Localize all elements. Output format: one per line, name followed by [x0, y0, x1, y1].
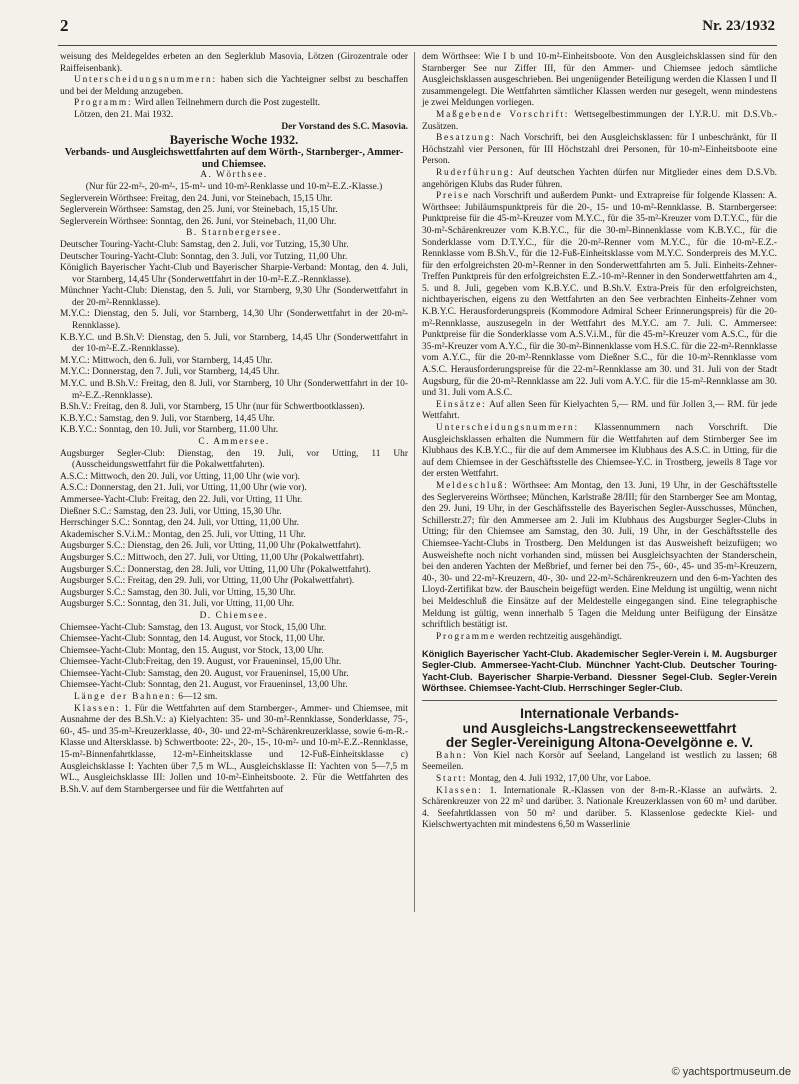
list-item: Chiemsee-Yacht-Club: Sonntag, den 21. August, vor Fraueninsel, 13,00 Uhr. — [60, 680, 348, 691]
list-item: Seglerverein Wörthsee: Freitag, den 24. Juni, vor Steinebach, 15,15 Uhr. — [60, 193, 333, 204]
paragraph: Meldeschluß: Wörthsee: Am Montag, den 13. Juni, 19 Uhr, in der Geschäftsstelle des Seglervereins Wörthsee; München, Karlstraße 28/III; für den Starnberger See am Montag, den 29. Juni, 19 Uhr, in der Geschäftsstelle des Bayerischen Segler-Ausschusses, München, Schillerstr.27; für den Ammersee am 2. Juli im Klubhaus des Augsburger Segler-Clubs in Utting; für den Chiemsee am Samstag, den 30. Juli, 19 Uhr, in der Geschäftsstelle des Chiemsee-Yacht-Clubs in Trostberg. Den Meldungen ist das Ausweisheft beizufügen; wo Ausweishefte noch nicht vorhanden sind, müssen bei Ausgleichsyachten der Standerschein, bei den anderen Yachten der Meßbrief, und ferner bei den 75-, 60-, 45- und 35-m²-Kreuzern, 40-, 30- und 22-m²-Kreuzern, 40-, 30- und 22-m²-Schärenkreuzern und den 6-m-Yachten des Lloyd-Zertifikat bzw. der Bauschein beigefügt werden. Eine Meldung ist ungültig, wenn nicht bei Meldeschluß die Einsätze auf der Meldestelle eingegangen sind. Eine telegraphische Meldung ist gültig, wenn innerhalb 5 Tagen die Meldung unter Beifügung der Einsätze schriftlich bestätigt ist. — [422, 480, 777, 631]
list-item: Herrschinger S.C.: Sonntag, den 24. Juli, vor Utting, 11,00 Uhr. — [60, 518, 299, 529]
list-d — [60, 623, 408, 693]
section-note: (Nur für 22-m²-, 20-m²-, 15-m²- und 10-m²-Renklasse und 10-m²-E.Z.-Klasse.) — [85, 181, 383, 192]
watermark: © yachtsportmuseum.de — [671, 1066, 791, 1078]
date-line: Lötzen, den 21. Mai 1932. — [74, 109, 174, 120]
list-item: Augsburger S.C.: Samstag, den 30. Juli, vor Utting, 15,30 Uhr. — [60, 587, 296, 598]
list-item: A.S.C.: Mittwoch, den 20. Juli, vor Utting, 11,00 Uhr (wie vor). — [60, 471, 301, 482]
header-rule — [58, 45, 777, 46]
section-heading: A. Wörthsee. — [200, 170, 268, 181]
issue-number: Nr. 23/1932 — [702, 18, 775, 34]
list-item: Königlich Bayerischer Yacht-Club und Bayerischer Sharpie-Verband: Montag, den 4. Juli, vor Starnberg, 14,45 Uhr (Sonderwettfahrt in der 10-m²-E.Z.-Rennklasse). — [60, 263, 408, 285]
list-item: M.Y.C. und B.Sh.V.: Freitag, den 8. Juli, vor Starnberg, 10 Uhr (Sonderwettfahrt in der 10-m²-E.Z.-Rennklasse). — [60, 379, 408, 401]
list-item: Dießner S.C.: Samstag, den 23. Juli, vor Utting, 15,30 Uhr. — [60, 506, 282, 517]
list-item: M.Y.C.: Mittwoch, den 6. Juli, vor Starnberg, 14,45 Uhr. — [60, 355, 273, 366]
list-item: Augsburger S.C.: Freitag, den 29. Juli, vor Utting, 11,00 Uhr (Pokalwettfahrt). — [60, 576, 355, 587]
paragraph: weisung des Meldegeldes erbeten an den Seglerklub Masovia, Lötzen (Girozentrale oder Raiffeisenbank). — [60, 52, 408, 74]
list-item: A.S.C.: Donnerstag, den 21. Juli, vor Utting, 11,00 Uhr (wie vor). — [60, 483, 307, 494]
left-column — [60, 52, 408, 796]
article-title: Internationale Verbands- — [520, 706, 679, 722]
paragraph: Klassen: 1. Für die Wettfahrten auf dem Starnberger-, Ammer- und Chiemsee, mit Ausnahme der des B.Sh.V.: a) Kielyachten: 35- und 30-m²-Rennklasse, Sonderklasse, 75-, 60-, 45- und 35-m²-Kreuzerklasse, 40-, 30- und 22-m²-Schärenkreuzerklasse, sowie 6-m-R.-Klasse und Altersklasse. b) Schwertboote: 22-, 20-, 15-, 10-m²- und 10-m²-E.Z.-Rennklasse, 15-m²-Binnenfahrtklasse, 12-m²-Einheitsklasse und 12-Fuß-Einheitsklasse c) Ausgleichsklasse I: Yachten über 7,5 m WL., Ausgleichsklasse II: Yachten von 5—7,5 m WL., Ausgleichsklasse III: Jollen und 10-m²-Einheitsboote. 2. Für die Wettfahrten des B.Sh.V. auf dem Starnbergersee und für die Wettfahrten auf — [60, 703, 408, 795]
paragraph: Preise nach Vorschrift und außerdem Punkt- und Extrapreise für folgende Klassen: A. Wörthsee: Jubiläumspunktpreis für die 20-, 15- und 10-m²-Rennklasse. B. Starnbergersee: Punktpreise für die 45-m²-Kreuzer vom M.Y.C., für die 35-m²-Kreuzer vom D.T.Y.C., für die 30-m²-Schärenkreuzer vom K.B.Y.C., für die 30-m²-Binnenklasse vom K.B.Y.C., für die Sonderklasse vom D.T.Y.C., für die 20-m²-Renner vom M.Y.C., für die 10-m²-E.Z.-Rennklasse vom B.Sh.V., für die 12-Fuß-Einheitsklasse vom M.Y.C. Sonderpreis des M.Y.C. für den erfolgreichsten 20-m²-Renner in den Sonderwettfahrten am 5. Juli. Einheits-Zehner-Treffen Punktpreis für den erfolgreichsten E.Z.-10-m²-Renner in den Sonderwettfahrten am 4., 5. und 8. Juli, gegeben vom K.B.Y.C. und B.Sh.V. Extra-Preis für den erfolgreichsten, nichtbayerischen, eigens zu den Wettfahrten an den See verbrachten Einheits-Zehner vom K.B.Y.C. Herausforderungspreis (Kommodore Admiral Scheer Erinnerungspreis) für die 20-m²-Rennklasse, auszusegeln in der Wettfahrt des M.Y.C. am 7. Juli. C. Ammersee: Punktpreise für die Sonderklasse vom A.S.V.i.M., für die 45-m²-Kreuzer vom A.S.C., für die 35-m²-Kreuzer vom A.Y.C., für die 30-m²-Binnenklasse vom H.S.C. für die 22-m²-Rennklasse vom A.Y.C., für die 20-m²-Rennklasse vom Dießner S.C., für die 10-m²-Rennklasse vom A.S.C. Herausforderungspreise für die 22-m²-Rennklasse am 30. und 31. Juli von der Stadt Augsburg, für die 20-m²-Rennklasse am 22. Juli vom A.Y.C. für die 15-m²-Rennklasse am 30. und 31. Juli vom A.S.C. — [422, 191, 777, 399]
section-divider — [422, 700, 777, 701]
article-title: und Ausgleichs-Langstreckenseewettfahrt — [462, 720, 737, 736]
list-item: Augsburger S.C.: Mittwoch, den 27. Juli, vor Utting, 11,00 Uhr (Pokalwettfahrt). — [60, 552, 365, 563]
list-item: Augsburger S.C.: Sonntag, den 31. Juli, vor Utting, 11,00 Uhr. — [60, 599, 295, 610]
list-item: Deutscher Touring-Yacht-Club: Samstag, den 2. Juli, vor Tutzing, 15,30 Uhr. — [60, 239, 349, 250]
list-item: Augsburger S.C.: Donnerstag, den 28. Juli, vor Utting, 11,00 Uhr (Pokalwettfahrt). — [60, 564, 371, 575]
club-list: Königlich Bayerischer Yacht-Club. Akademischer Segler-Verein i. M. Augsburger Segler-Club. Ammersee-Yacht-Club. Münchner Yacht-Club. Deutscher Touring-Yacht-Club. Bayerischer Sharpie-Verband. Diessner Segel-Club. Segler-Verein Wörthsee. Chiemsee-Yacht-Club. Herrschinger Segler-Club. — [422, 649, 777, 693]
list-item: Seglerverein Wörthsee: Sonntag, den 26. Juni, vor Steinebach, 11,00 Uhr. — [60, 216, 337, 227]
paragraph: Bahn: Von Kiel nach Korsör auf Seeland, Langeland ist westlich zu lassen; 68 Seemeilen. — [422, 750, 777, 773]
right-column — [422, 52, 777, 832]
paragraph: Ruderführung: Auf deutschen Yachten dürfen nur Mitglieder eines dem D.S.Vb. angehörigen Klubs das Ruder führen. — [422, 167, 777, 190]
paragraph: Unterscheidungsnummern: haben sich die Yachteigner selbst zu beschaffen und bei der Meldung anzugeben. — [60, 75, 408, 97]
list-c — [60, 449, 408, 611]
paragraph: Klassen: 1. Internationale R.-Klassen von der 8-m-R.-Klasse an aufwärts. 2. Schärenkreuzer von 22 m² und darüber. 3. Nationale Kreuzerklassen von 60 m² und darüber. 4. Seefahrtklassen von 50 m² und darüber. 5. Klassenlose gedeckte Kiel- und Kielschwertyachten mit mindestens 6,50 m Wasserlinie — [422, 785, 777, 831]
article-title: Bayerische Woche 1932. — [169, 133, 299, 148]
list-item: K.B.Y.C. und B.Sh.V: Dienstag, den 5. Juli, vor Starnberg, 14,45 Uhr (Sonderwettfahrt in der 10-m²-E.Z.-Rennklasse). — [60, 332, 408, 355]
paragraph: Programm: Wird allen Teilnehmern durch die Post zugestellt. — [74, 98, 321, 109]
list-item: Akademischer S.V.i.M.: Montag, den 25. Juli, vor Utting, 11 Uhr. — [60, 529, 306, 540]
list-item: Seglerverein Wörthsee: Samstag, den 25. Juni, vor Steinebach, 15,15 Uhr. — [60, 205, 338, 216]
list-item: Deutscher Touring-Yacht-Club: Sonntag, den 3. Juli, vor Tutzing, 11,00 Uhr. — [60, 251, 348, 262]
article-title: der Segler-Vereinigung Altona-Oevelgönne e. V. — [445, 735, 754, 751]
paragraph: dem Wörthsee: Wie I b und 10-m²-Einheitsboote. Von den Ausgleichsklassen sind für den Starnberger See nur Ziffer III, für den Ammer- und Chiemsee jedoch sämtliche Ausgleichsklassen ausgeschrieben. Bei ungenügender Beteiligung werden die Klassen I und II zusammengelegt. Die Wettfahrten sämtlicher Klassen werden nur gesegelt, wenn mindestens je zwei Meldungen vorliegen. — [422, 52, 777, 109]
signature: Der Vorstand des S.C. Masovia. — [281, 121, 408, 132]
list-item: Ammersee-Yacht-Club: Freitag, den 22. Juli, vor Utting, 11 Uhr. — [60, 494, 303, 505]
paragraph: Programme werden rechtzeitig ausgehändigt. — [436, 631, 622, 642]
list-item: Chiemsee-Yacht-Club: Samstag, den 20. August, vor Fraueninsel, 15,00 Uhr. — [60, 668, 349, 679]
list-item: Chiemsee-Yacht-Club:Freitag, den 19. August, vor Fraueninsel, 15,00 Uhr. — [60, 657, 342, 668]
list-item: Münchner Yacht-Club: Dienstag, den 5. Juli, vor Starnberg, 9,30 Uhr (Sonderwettfahrt in der 20-m²-Rennklasse). — [60, 286, 408, 308]
list-item: Chiemsee-Yacht-Club: Samstag, den 13. August, vor Stock, 15,00 Uhr. — [60, 622, 327, 633]
list-item: Chiemsee-Yacht-Club: Montag, den 15. August, vor Stock, 13,00 Uhr. — [60, 645, 324, 656]
section-heading: B. Starnbergersee. — [186, 228, 282, 239]
list-item: K.B.Y.C.: Samstag, den 9. Juli, vor Starnberg, 14,45 Uhr. — [60, 413, 275, 424]
list-item: Augsburger S.C.: Dienstag, den 26. Juli, vor Utting, 11,00 Uhr (Pokalwettfahrt). — [60, 541, 362, 552]
paragraph: Start: Montag, den 4. Juli 1932, 17,00 Uhr, vor Laboe. — [436, 774, 651, 785]
page-number: 2 — [60, 16, 69, 35]
list-item: M.Y.C.: Donnerstag, den 7. Juli, vor Starnberg, 14,45 Uhr. — [60, 367, 280, 378]
list-item: K.B.Y.C.: Sonntag, den 10. Juli, vor Starnberg, 11.00 Uhr. — [60, 425, 279, 436]
column-divider — [414, 52, 415, 912]
list-item: Chiemsee-Yacht-Club: Sonntag, den 14. August, vor Stock, 11,00 Uhr. — [60, 634, 325, 645]
article-subtitle: Verbands- und Ausgleichswettfahrten auf dem Wörth-, Starnberger-, Ammer- und Chiemsee. — [64, 146, 404, 170]
paragraph: Einsätze: Auf allen Seen für Kielyachten 5,— RM. und für Jollen 3,— RM. für jede Wettfahrt. — [422, 399, 777, 422]
section-heading: C. Ammersee. — [198, 437, 270, 447]
paragraph: Länge der Bahnen: 6—12 sm. — [74, 692, 218, 703]
paragraph: Maßgebende Vorschrift: Wettsegelbestimmungen der I.Y.R.U. mit D.S.Vb.-Zusätzen. — [422, 109, 777, 132]
list-item: Augsburger Segler-Club: Dienstag, den 19. Juli, vor Utting, 11 Uhr (Ausscheidungswettfahrt für die Pokalwettfahrten). — [60, 448, 408, 471]
section-heading: D. Chiemsee. — [199, 610, 269, 621]
paragraph: Besatzung: Nach Vorschrift, bei den Ausgleichsklassen: für I unbeschränkt, für II Höchstzahl vier Personen, für III Höchstzahl drei Personen, für 10-m²-Einheitsboote eine Person. — [422, 133, 777, 167]
list-item: B.Sh.V.: Freitag, den 8. Juli, vor Starnberg, 15 Uhr (nur für Schwertbootklassen). — [60, 402, 365, 413]
list-item: M.Y.C.: Dienstag, den 5. Juli, vor Starnberg, 14,30 Uhr (Sonderwettfahrt in der 20-m²-Rennklasse). — [60, 309, 408, 332]
list-a — [60, 194, 408, 229]
paragraph: Unterscheidungsnummern: Klassennummern nach Vorschrift. Die Ausgleichsklassen erhalten die Nummern für die Wettfahrten auf dem Stirnberger See im Klubhaus des K.B.Y.C., für die auf dem Ammersee im Klubhaus des A.S.C. in Utting, für die auf dem Chiemsee in der Geschäftsstelle des Chiemsee-Y.C. in Trostberg, jeweils 8 Tage vor der ersten Wettfahrt. — [422, 423, 777, 480]
list-b — [60, 240, 408, 437]
